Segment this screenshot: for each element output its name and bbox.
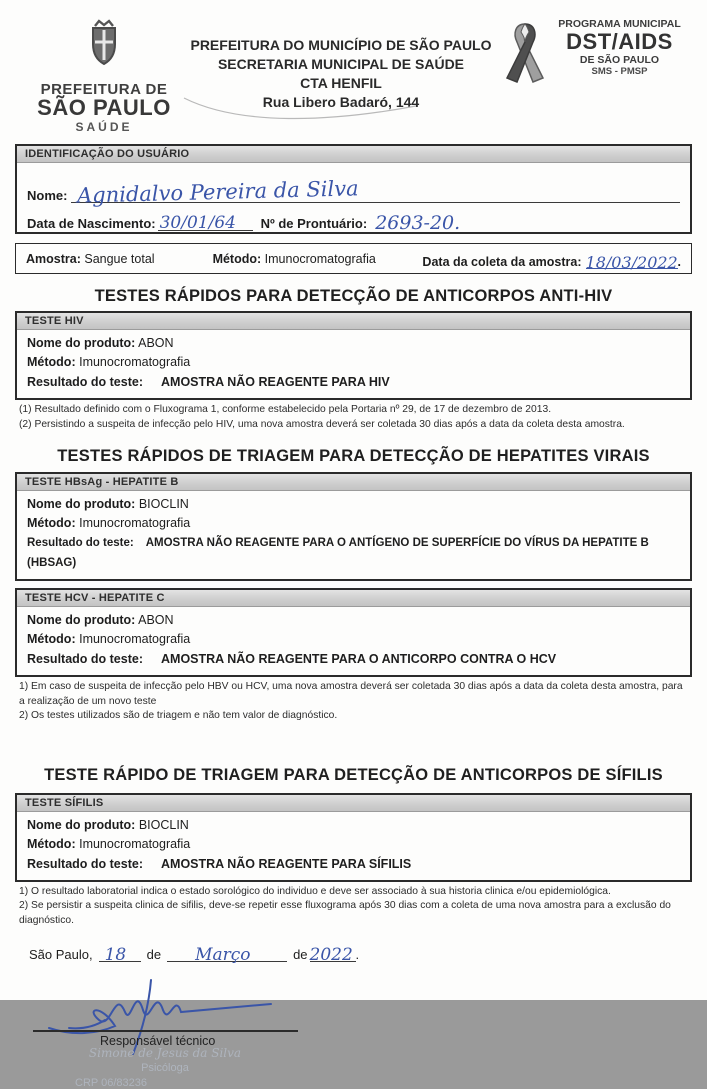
identification-box bbox=[15, 144, 692, 234]
hcv-product-line bbox=[27, 611, 680, 630]
hcv-test-title-bar: TESTE HCV - HEPATITE C bbox=[17, 590, 690, 607]
prefeitura-logo-line3: SAÚDE bbox=[75, 120, 133, 134]
name-field bbox=[71, 176, 680, 208]
hcv-product-label: Nome do produto bbox=[27, 613, 132, 627]
colon: : bbox=[131, 613, 136, 627]
hepatitis-note-2: 2) Os testes utilizados são de triagem e não tem valor de diagnóstico. bbox=[19, 710, 338, 721]
hbsag-method-value: Imunocromatografia bbox=[79, 516, 191, 530]
hcv-method-line bbox=[27, 630, 680, 649]
birthdate-handwritten-value: 30/01/64 bbox=[159, 213, 236, 233]
hcv-method-value: Imunocromatografia bbox=[79, 632, 191, 646]
year-handwritten-value: 2022 bbox=[309, 945, 353, 965]
syphilis-section-title: TESTE RÁPIDO DE TRIAGEM PARA DETECÇÃO DE ANTICORPOS DE SÍFILIS bbox=[44, 765, 663, 784]
name-label: Nome: bbox=[27, 188, 68, 203]
prefeitura-logo-line1: PREFEITURA DE bbox=[40, 81, 168, 98]
hbsag-method-label: Método bbox=[27, 516, 72, 530]
record-number-label: Nº de Prontuário: bbox=[260, 216, 368, 231]
prefeitura-logo-line2: SÃO PAULO bbox=[37, 95, 171, 120]
hbsag-product-value: BIOCLIN bbox=[138, 497, 189, 511]
hbsag-test-box bbox=[15, 472, 692, 581]
syphilis-test-box bbox=[15, 793, 692, 882]
hiv-test-title-bar: TESTE HIV bbox=[17, 313, 690, 330]
year-field bbox=[309, 942, 356, 965]
technical-responsible-label: Responsável técnico bbox=[100, 1034, 216, 1048]
colon: : bbox=[71, 355, 76, 369]
name-handwritten-value: Agnidalvo Pereira da Silva bbox=[77, 176, 360, 208]
method-value: Imunocromatografia bbox=[264, 251, 376, 266]
syphilis-method-line bbox=[27, 835, 680, 854]
hcv-product-value: ABON bbox=[138, 613, 174, 627]
sample-method bbox=[213, 252, 376, 266]
hbsag-test-title-bar: TESTE HBsAg - HEPATITE B bbox=[17, 474, 690, 491]
institution-line2: SECRETARIA MUNICIPAL DE SAÚDE bbox=[217, 56, 465, 72]
colon: : bbox=[71, 516, 76, 530]
collection-date bbox=[422, 249, 681, 272]
program-logo-line3: DE SÃO PAULO bbox=[579, 54, 660, 66]
birthdate-field bbox=[158, 209, 253, 231]
hiv-method-value: Imunocromatografia bbox=[79, 355, 191, 369]
colon: : bbox=[131, 497, 136, 511]
identification-title-bar: IDENTIFICAÇÃO DO USUÁRIO bbox=[17, 146, 690, 163]
program-logo-line4: SMS - PMSP bbox=[591, 66, 648, 77]
record-number-handwritten-value: 2693-20. bbox=[375, 212, 461, 234]
hiv-product-label: Nome do produto bbox=[27, 336, 132, 350]
day-handwritten-value: 18 bbox=[104, 945, 127, 965]
month-field bbox=[167, 942, 287, 965]
signature-block bbox=[15, 968, 692, 1088]
institution-line1: PREFEITURA DO MUNICÍPIO DE SÃO PAULO bbox=[190, 37, 492, 53]
syphilis-result-value: AMOSTRA NÃO REAGENTE PARA SÍFILIS bbox=[161, 856, 412, 871]
syphilis-method-value: Imunocromatografia bbox=[79, 836, 191, 851]
sample-label: Amostra: bbox=[26, 251, 81, 266]
hbsag-result-label: Resultado do teste: bbox=[27, 537, 134, 549]
dst-aids-program-logo bbox=[503, 14, 688, 115]
hbsag-product-line bbox=[27, 495, 680, 514]
hiv-result-value: AMOSTRA NÃO REAGENTE PARA HIV bbox=[161, 375, 390, 389]
hiv-method-line bbox=[27, 353, 680, 372]
stamp-crp-number: CRP 06/83236 bbox=[75, 1077, 147, 1089]
syphilis-notes bbox=[15, 882, 692, 929]
hbsag-product-label: Nome do produto bbox=[27, 497, 132, 511]
syphilis-product-label: Nome do produto bbox=[27, 817, 132, 832]
hbsag-result-value: AMOSTRA NÃO REAGENTE PARA O ANTÍGENO DE SUPERFÍCIE DO VÍRUS DA HEPATITE B (HBSAG) bbox=[27, 537, 649, 569]
colon: : bbox=[131, 817, 136, 832]
institution-line4: Rua Libero Badaró, 144 bbox=[262, 94, 420, 110]
method-label: Método: bbox=[212, 251, 262, 266]
sample-info-box bbox=[15, 243, 692, 274]
technician-stamp bbox=[75, 1046, 255, 1089]
signature-date-line bbox=[15, 942, 692, 965]
syphilis-test-title-bar: TESTE SÍFILIS bbox=[17, 795, 690, 812]
hiv-method-label: Método bbox=[27, 355, 72, 369]
de-label-2: de bbox=[293, 947, 308, 962]
sample-value: Sangue total bbox=[84, 251, 155, 266]
record-number-field bbox=[373, 209, 543, 234]
collection-date-label: Data da coleta da amostra: bbox=[422, 254, 582, 269]
syphilis-result-label: Resultado do teste: bbox=[27, 856, 143, 871]
syphilis-product-line bbox=[27, 816, 680, 835]
colon: : bbox=[71, 632, 76, 646]
prefeitura-logo bbox=[29, 14, 179, 134]
syphilis-note-1: 1) O resultado laboratorial indica o estado sorológico do individuo e deve ser associado à sua historia clinica e/ou epidemiológica. bbox=[19, 885, 611, 897]
syphilis-product-value: BIOCLIN bbox=[138, 817, 189, 832]
hbsag-result-line bbox=[27, 533, 680, 573]
collection-date-handwritten-value: 18/03/2022 bbox=[585, 252, 678, 272]
hiv-result-line bbox=[27, 372, 680, 392]
sao-paulo-coat-of-arms-icon bbox=[75, 18, 133, 74]
dateline-period: . bbox=[355, 947, 360, 962]
hcv-result-label: Resultado do teste: bbox=[27, 652, 143, 666]
hcv-result-value: AMOSTRA NÃO REAGENTE PARA O ANTICORPO CONTRA O HCV bbox=[161, 652, 557, 666]
sample-type bbox=[26, 252, 155, 266]
hbsag-method-line bbox=[27, 514, 680, 533]
city-label: São Paulo, bbox=[29, 947, 93, 962]
hepatitis-notes bbox=[15, 677, 692, 724]
syphilis-note-2: 2) Se persistir a suspeita clinica de sifilis, deve-se repetir esse fluxograma após 30 dias com a coleta de uma nova amostra para a exclusão do diagnóstico. bbox=[19, 900, 671, 926]
hcv-result-line bbox=[27, 649, 680, 669]
hiv-note-2: (2) Persistindo a suspeita de infecção pelo HIV, uma nova amostra deverá ser coletada 30 dias após a data da coleta desta amostra. bbox=[19, 418, 625, 430]
hiv-product-value: ABON bbox=[138, 336, 174, 350]
stamp-name: Simone de Jesus da Silva bbox=[88, 1046, 242, 1060]
syphilis-method-label: Método bbox=[27, 836, 72, 851]
colon: : bbox=[131, 336, 136, 350]
institution-line3: CTA HENFIL bbox=[300, 75, 382, 91]
scan-artifact-curve bbox=[180, 92, 420, 128]
syphilis-result-line bbox=[27, 854, 680, 874]
hiv-notes bbox=[15, 400, 692, 432]
hiv-note-1: (1) Resultado definido com o Fluxograma 1, conforme estabelecido pela Portaria nº 29, de 17 de dezembro de 2013. bbox=[19, 404, 552, 415]
colon: : bbox=[71, 836, 76, 851]
program-logo-line2: DST/AIDS bbox=[566, 29, 673, 54]
hepatitis-note-1: 1) Em caso de suspeita de infecção pelo HBV ou HCV, uma nova amostra deverá ser coletada 30 dias após a data da coleta desta amostra, para a realização de um novo teste bbox=[19, 681, 683, 707]
program-logo-line1: PROGRAMA MUNICIPAL bbox=[558, 18, 681, 30]
de-label-1: de bbox=[146, 947, 162, 962]
awareness-ribbon-icon bbox=[503, 20, 547, 110]
stamp-role: Psicóloga bbox=[141, 1062, 189, 1074]
month-handwritten-value: Março bbox=[195, 945, 251, 965]
hiv-section-title: TESTES RÁPIDOS PARA DETECÇÃO DE ANTICORPOS ANTI-HIV bbox=[94, 287, 613, 305]
hiv-test-box bbox=[15, 311, 692, 400]
birthdate-label: Data de Nascimento: bbox=[27, 216, 156, 231]
hcv-test-box bbox=[15, 588, 692, 677]
hcv-method-label: Método bbox=[27, 632, 72, 646]
hiv-product-line bbox=[27, 334, 680, 353]
hepatitis-section-title: TESTES RÁPIDOS DE TRIAGEM PARA DETECÇÃO DE HEPATITES VIRAIS bbox=[57, 447, 650, 465]
signature-line bbox=[33, 1030, 298, 1032]
day-field bbox=[99, 942, 141, 965]
hiv-result-label: Resultado do teste: bbox=[27, 375, 143, 389]
collection-date-field bbox=[585, 249, 678, 272]
collection-date-period: . bbox=[677, 254, 681, 269]
